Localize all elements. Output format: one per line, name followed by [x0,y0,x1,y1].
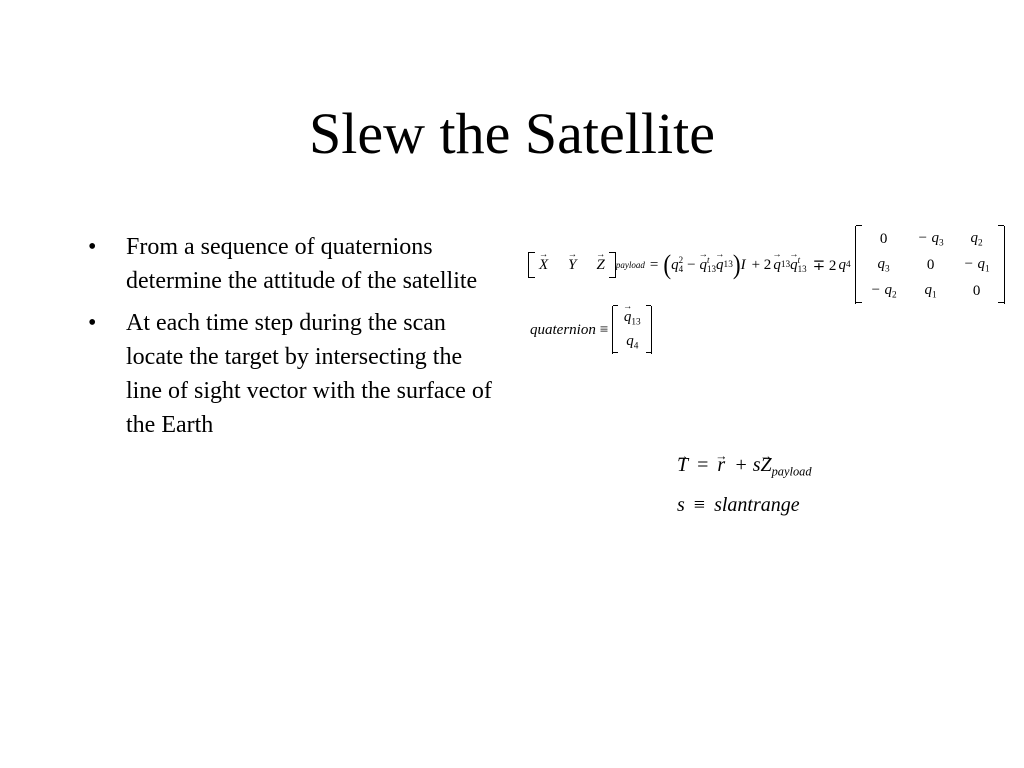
q4-symbol: q [671,256,679,273]
q4-subscript: 4 [678,264,684,274]
bullet-text: At each time step during the scan locate the target by intersecting the line of sight vector with the surface of the Earth [126,310,492,438]
q4-indices [679,256,684,274]
q13-subscript: 13 [707,264,717,274]
identity-symbol: I [740,256,746,273]
matrix-cell: − $q_2$ [870,281,897,301]
target-equations [677,448,812,522]
left-bracket [528,252,535,278]
q13-vector: → q [700,257,708,274]
bullet-marker: • [88,310,97,336]
bullet-item [88,230,498,298]
right-bracket [609,252,616,278]
q13-subscript: 13 [780,260,791,270]
equals-sign: = [697,454,709,476]
bullet-list [88,230,498,450]
bullet-text: From a sequence of quaternions determine the attitude of the satellite [126,234,478,294]
slide-title: Slew the Satellite [309,101,715,166]
x-vector: → X [539,257,548,274]
matrix-cell: 0 [972,282,981,299]
equals-sign: = [649,256,659,273]
q4-subscript: 4 [845,260,851,270]
slantrange-label: slantrange [714,494,800,517]
payload-subscript: payload [615,260,645,270]
quaternion-column-vector [612,306,652,354]
close-paren: ) [732,248,741,280]
matrix-cell: $q_1$ [924,281,937,301]
quaternion-definition [530,306,652,354]
minus-plus-two: ∓ 2 [812,257,837,274]
skew-matrix [855,226,1005,304]
t-vector: → T [677,448,688,482]
q13-indices [798,256,807,274]
q13-subscript: 13 [797,264,807,274]
q13-vector: → q [773,257,781,274]
matrix-cell: − $q_3$ [917,229,944,249]
q13-vector: → q [790,257,798,274]
matrix-cell: 0 [879,230,888,247]
bullet-item [88,306,498,442]
s-symbol: s [677,494,685,517]
plus-two: + 2 [751,256,772,273]
orientation-equation [528,226,1005,304]
equiv-sign: ≡ [599,321,609,338]
z-vector: → Z [760,448,771,482]
open-paren: ( [663,248,672,280]
transpose-superscript: t [797,255,801,265]
quaternion-vector-part: → $q_{13}$ [624,309,641,327]
plus-s: + s [734,454,761,476]
q13-vector: → q [716,257,724,274]
r-vector: → r [717,448,725,482]
payload-subscript: payload [771,464,812,479]
minus-sign: − [687,256,696,273]
matrix-cell: − $q_1$ [963,255,990,275]
matrix-cell: $q_3$ [877,255,890,275]
z-vector: → Z [597,257,605,274]
q4-superscript: 2 [678,255,684,265]
quaternion-scalar-part: $q_4$ [626,332,639,352]
transpose-superscript: t [707,255,710,265]
q13-subscript: 13 [723,260,733,270]
matrix-cell: $q_2$ [970,229,983,249]
target-equation [677,448,812,488]
q4-symbol: q [838,256,846,273]
bullet-marker: • [88,234,97,260]
slant-range-definition [677,488,812,522]
matrix-cell: 0 [926,256,935,273]
y-vector: → Y [568,257,576,274]
equiv-sign: ≡ [693,494,706,517]
quaternion-label: quaternion [530,321,596,338]
